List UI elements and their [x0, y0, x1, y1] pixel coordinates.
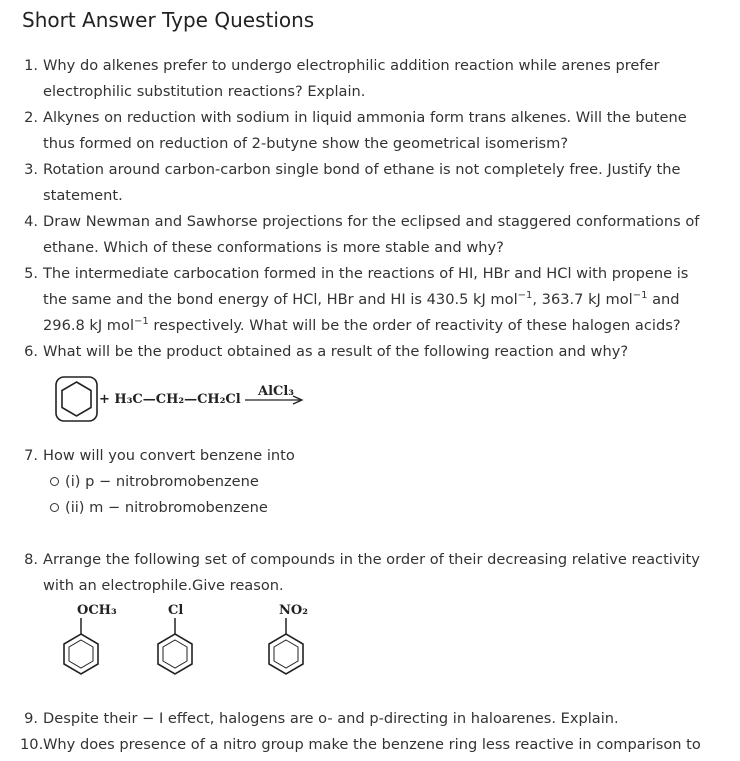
- question-number: 7.: [24, 447, 38, 464]
- question-number: 5.: [24, 265, 38, 282]
- question-text: Draw Newman and Sawhorse projections for the eclipsed and staggered conformations of: [43, 213, 700, 230]
- question-text: What will be the product obtained as a result of the following reaction and why?: [43, 343, 629, 360]
- reagent-formula: + H₃C—CH₂—CH₂Cl: [99, 392, 241, 407]
- question-text: Alkynes on reduction with sodium in liquid ammonia form trans alkenes. Will the butene: [43, 109, 687, 126]
- superscript: −1: [134, 316, 149, 328]
- question-text-cont: thus formed on reduction of 2-butyne show the geometrical isomerism?: [43, 135, 569, 152]
- question-text-cont: the same and the bond energy of HCl, HBr and HI is 430.5 kJ mol: [43, 291, 518, 308]
- question-text: Rotation around carbon-carbon single bond of ethane is not completely free. Justify the: [43, 161, 681, 178]
- question-number: 4.: [24, 213, 38, 230]
- option-item: [50, 495, 268, 521]
- question-number: 2.: [24, 109, 38, 126]
- benzene-ring-icon: [62, 382, 91, 416]
- catalyst-label: AlCl₃: [258, 384, 295, 399]
- question-number: 6.: [24, 343, 38, 360]
- question-text-cont: 296.8 kJ mol: [43, 317, 135, 334]
- substituent-label: Cl: [168, 603, 184, 618]
- anisole-structure: [64, 603, 117, 674]
- question-text: Why do alkenes prefer to undergo electrophilic addition reaction while arenes prefer: [43, 57, 660, 74]
- question-text: Why does presence of a nitro group make the benzene ring less reactive in comparison to: [43, 736, 701, 753]
- question-number: 1.: [24, 57, 38, 74]
- question-text-cont: with an electrophile.Give reason.: [43, 577, 284, 594]
- nitrobenzene-structure: [269, 603, 308, 674]
- question-text-cont: and: [647, 291, 680, 308]
- reaction-scheme: [55, 376, 325, 424]
- question-7: [20, 443, 730, 469]
- question-number: 9.: [24, 710, 38, 727]
- question-1: [20, 53, 730, 105]
- question-10: [20, 732, 730, 758]
- question-text-cont: statement.: [43, 187, 123, 204]
- question-9: [20, 706, 730, 732]
- superscript: −1: [517, 290, 533, 302]
- question-text: The intermediate carbocation formed in the reactions of HI, HBr and HCl with propene is: [43, 265, 689, 282]
- compounds-figure: [55, 600, 315, 682]
- bullet-icon: [50, 477, 59, 486]
- question-number: 10.: [20, 736, 44, 753]
- bullet-icon: [50, 503, 59, 512]
- question-3: [20, 157, 730, 209]
- question-text-cont: ethane. Which of these conformations is more stable and why?: [43, 239, 504, 256]
- question-text: Despite their − I effect, halogens are o- and p-directing in haloarenes. Explain.: [43, 710, 619, 727]
- question-2: [20, 105, 730, 157]
- superscript: −1: [632, 290, 648, 302]
- option-item: [50, 469, 259, 495]
- section-title: Short Answer Type Questions: [22, 8, 315, 32]
- question-text-cont: electrophilic substitution reactions? Explain.: [43, 83, 366, 100]
- question-5: [20, 261, 730, 339]
- question-text-cont: , 363.7 kJ mol: [532, 291, 633, 308]
- option-text: (ii) m − nitrobromobenzene: [65, 499, 268, 516]
- question-text: Arrange the following set of compounds in the order of their decreasing relative reactivity: [43, 551, 700, 568]
- question-number: 8.: [24, 551, 38, 568]
- question-6: [20, 339, 730, 365]
- question-number: 3.: [24, 161, 38, 178]
- option-text: (i) p − nitrobromobenzene: [65, 473, 259, 490]
- substituent-label: OCH₃: [77, 603, 117, 618]
- question-text-cont: respectively. What will be the order of reactivity of these halogen acids?: [148, 317, 681, 334]
- question-4: [20, 209, 730, 261]
- question-8: [20, 547, 730, 599]
- substituent-label: NO₂: [279, 603, 308, 618]
- question-text: How will you convert benzene into: [43, 447, 295, 464]
- chlorobenzene-structure: [158, 603, 192, 674]
